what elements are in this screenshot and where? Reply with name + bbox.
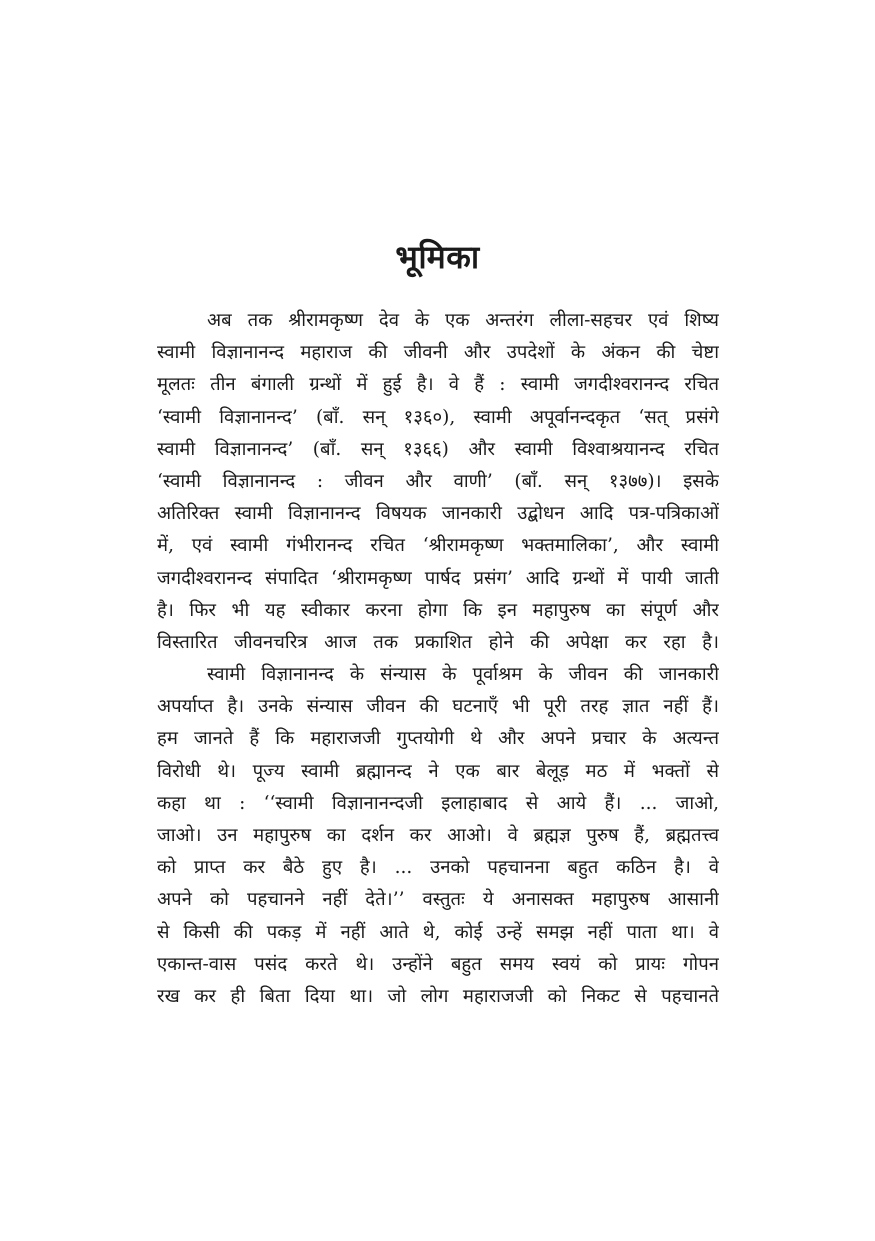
text-line: है। फिर भी यह स्वीकार करना होगा कि इन महापुरुष का संपूर्ण और	[157, 599, 719, 621]
text-line: ‘स्वामी विज्ञानानन्द’ (बाँ. सन् १३६०), स्वामी अपूर्वानन्दकृत ‘सत् प्रसंगे	[157, 406, 719, 428]
text-line: अतिरिक्त स्वामी विज्ञानानन्द विषयक जानकारी उद्बोधन आदि पत्र-पत्रिकाओं	[157, 503, 719, 525]
page-title: भूमिका	[395, 238, 480, 276]
text-line: जगदीश्वरानन्द संपादित ‘श्रीरामकृष्ण पार्षद प्रसंग’ आदि ग्रन्थों में पायी जाती	[157, 567, 719, 589]
text-line: स्वामी विज्ञानानन्द के संन्यास के पूर्वाश्रम के जीवन की जानकारी	[207, 664, 719, 686]
text-line: अपर्याप्त है। उनके संन्यास जीवन की घटनाएँ भी पूरी तरह ज्ञात नहीं हैं।	[157, 696, 719, 718]
text-line: जाओ। उन महापुरुष का दर्शन कर आओ। वे ब्रह्मज्ञ पुरुष हैं, ब्रह्मतत्त्व	[157, 825, 719, 846]
text-line: को प्राप्त कर बैठे हुए है। ... उनको पहचानना बहुत कठिन है। वे	[157, 857, 719, 879]
text-line: विस्तारित जीवनचरित्र आज तक प्रकाशित होने की अपेक्षा कर रहा है।	[157, 631, 719, 653]
text-line: अपने को पहचानने नहीं देते।’’ वस्तुतः ये अनासक्त महापुरुष आसानी	[157, 889, 719, 911]
text-line: स्वामी विज्ञानानन्द’ (बाँ. सन् १३६६) और स्वामी विश्वाश्रयानन्द रचित	[157, 438, 719, 460]
text-line: से किसी की पकड़ में नहीं आते थे, कोई उन्हें समझ नहीं पाता था। वे	[157, 921, 719, 943]
text-line: विरोधी थे। पूज्य स्वामी ब्रह्मानन्द ने एक बार बेलूड़ मठ में भक्तों से	[157, 760, 719, 782]
text-line: मूलतः तीन बंगाली ग्रन्थों में हुई है। वे हैं : स्वामी जगदीश्वरानन्द रचित	[157, 374, 719, 396]
text-line: हम जानते हैं कि महाराजजी गुप्तयोगी थे और अपने प्रचार के अत्यन्त	[157, 728, 719, 750]
text-line: अब तक श्रीरामकृष्ण देव के एक अन्तरंग लीला-सहचर एवं शिष्य	[207, 310, 719, 331]
paragraph-1	[157, 305, 719, 659]
paragraph-2	[157, 659, 719, 1013]
text-line: एकान्त-वास पसंद करते थे। उन्होंने बहुत समय स्वयं को प्रायः गोपन	[157, 953, 719, 975]
text-line: में, एवं स्वामी गंभीरानन्द रचित ‘श्रीरामकृष्ण भक्तमालिका’, और स्वामी	[157, 535, 719, 557]
text-line: ‘स्वामी विज्ञानानन्द : जीवन और वाणी’ (बाँ. सन् १३७७)। इसके	[157, 470, 719, 492]
text-line: स्वामी विज्ञानानन्द महाराज की जीवनी और उपदेशों के अंकन की चेष्टा	[157, 342, 719, 364]
body-text	[157, 305, 719, 1013]
text-line: रख कर ही बिता दिया था। जो लोग महाराजजी को निकट से पहचानते	[157, 985, 719, 1007]
text-line: कहा था : ‘‘स्वामी विज्ञानानन्दजी इलाहाबाद से आये हैं। ... जाओ,	[157, 792, 719, 814]
